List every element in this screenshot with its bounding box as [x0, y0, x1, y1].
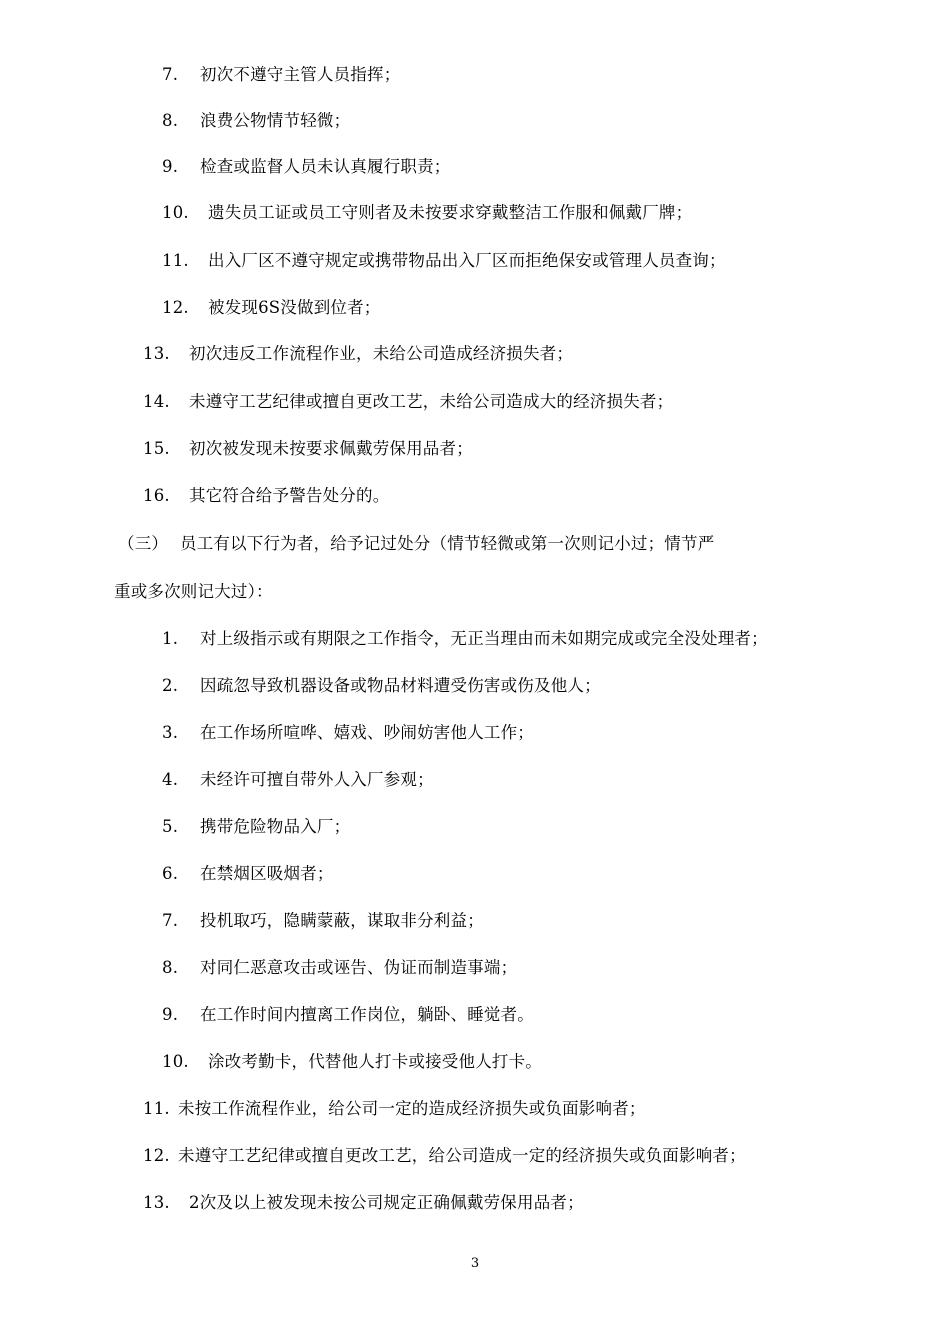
list-item-number: 3.	[162, 723, 179, 742]
list-item-text: 初次违反工作流程作业，未给公司造成经济损失者；	[189, 344, 574, 363]
list-item-text: 在工作时间内擅离工作岗位，躺卧、睡觉者。	[200, 1005, 534, 1024]
list-item-text: 未按工作流程作业，给公司一定的造成经济损失或负面影响者；	[178, 1099, 646, 1118]
list-item-number: 11.	[143, 1099, 170, 1118]
page-number: 3	[470, 1256, 480, 1271]
list-item	[162, 1003, 534, 1027]
list-item	[162, 201, 692, 225]
list-item	[162, 909, 484, 933]
list-item-number: 11.	[162, 251, 189, 270]
list-item-text: 浪费公物情节轻微；	[200, 111, 351, 130]
list-item-text: 在禁烟区吸烟者；	[200, 864, 334, 883]
list-item	[143, 437, 473, 461]
list-item-text: 携带危险物品入厂；	[200, 817, 351, 836]
list-item	[162, 721, 534, 745]
list-item-number: 8.	[162, 958, 179, 977]
list-item	[162, 815, 350, 839]
list-item-number: 16.	[143, 486, 170, 505]
list-item	[143, 390, 673, 414]
list-item-number: 2.	[162, 676, 179, 695]
list-item-text: 检查或监督人员未认真履行职责；	[200, 157, 451, 176]
list-item-text: 其它符合给予警告处分的。	[189, 486, 390, 505]
list-item-text: 在工作场所喧哗、嬉戏、吵闹妨害他人工作；	[200, 723, 534, 742]
section-heading	[118, 532, 714, 556]
list-item-text: 出入厂区不遵守规定或携带物品出入厂区而拒绝保安或管理人员查询；	[208, 251, 726, 270]
list-item-text: 涂改考勤卡，代替他人打卡或接受他人打卡。	[208, 1052, 542, 1071]
section-heading-line-1: 员工有以下行为者，给予记过处分（情节轻微或第一次则记小过；情节严	[180, 534, 715, 553]
list-item-number: 9.	[162, 157, 179, 176]
list-item-number: 14.	[143, 392, 170, 411]
section-label: （三）	[118, 534, 169, 553]
list-item	[162, 296, 381, 320]
list-item	[162, 1050, 542, 1074]
list-item	[143, 1191, 584, 1215]
list-item	[143, 342, 573, 366]
list-item-text: 投机取巧，隐瞒蒙蔽，谋取非分利益；	[200, 911, 484, 930]
list-item-number: 7.	[162, 65, 179, 84]
list-item-text: 初次不遵守主管人员指挥；	[200, 65, 401, 84]
list-item-text: 因疏忽导致机器设备或物品材料遭受伤害或伤及他人；	[200, 676, 601, 695]
list-item	[162, 768, 434, 792]
section-heading-line-2: 重或多次则记大过）：	[114, 582, 273, 601]
section-heading-continued	[114, 580, 273, 604]
list-item-text: 未经许可擅自带外人入厂参观；	[200, 770, 434, 789]
list-item	[143, 484, 389, 508]
list-item-number: 10.	[162, 1052, 189, 1071]
list-item	[162, 109, 350, 133]
list-item	[162, 674, 601, 698]
list-item-number: 4.	[162, 770, 179, 789]
list-item-number: 10.	[162, 203, 189, 222]
list-item-number: 1.	[162, 629, 179, 648]
list-item	[162, 627, 768, 651]
list-item-text: 未遵守工艺纪律或擅自更改工艺，未给公司造成大的经济损失者；	[189, 392, 674, 411]
list-item-text: 未遵守工艺纪律或擅自更改工艺，给公司造成一定的经济损失或负面影响者；	[178, 1146, 746, 1165]
list-item-number: 7.	[162, 911, 179, 930]
list-item-text: 对上级指示或有期限之工作指令，无正当理由而未如期完成或完全没处理者；	[200, 629, 768, 648]
list-item-text: 2次及以上被发现未按公司规定正确佩戴劳保用品者；	[189, 1193, 584, 1212]
list-item	[143, 1144, 746, 1168]
list-item	[162, 249, 726, 273]
list-item	[162, 862, 334, 886]
list-item-number: 8.	[162, 111, 179, 130]
list-item-number: 9.	[162, 1005, 179, 1024]
list-item-number: 15.	[143, 439, 170, 458]
list-item	[162, 63, 400, 87]
list-item-text: 初次被发现未按要求佩戴劳保用品者；	[189, 439, 473, 458]
list-item-number: 12.	[143, 1146, 170, 1165]
list-item-number: 13.	[143, 344, 170, 363]
list-item	[143, 1097, 646, 1121]
list-item-number: 12.	[162, 298, 189, 317]
list-item-number: 13.	[143, 1193, 170, 1212]
list-item-text: 遗失员工证或员工守则者及未按要求穿戴整洁工作服和佩戴厂牌；	[208, 203, 693, 222]
list-item-text: 被发现6S没做到位者；	[208, 298, 381, 317]
list-item	[162, 155, 451, 179]
list-item-number: 6.	[162, 864, 179, 883]
list-item-text: 对同仁恶意攻击或诬告、伪证而制造事端；	[200, 958, 518, 977]
list-item-number: 5.	[162, 817, 179, 836]
list-item	[162, 956, 517, 980]
